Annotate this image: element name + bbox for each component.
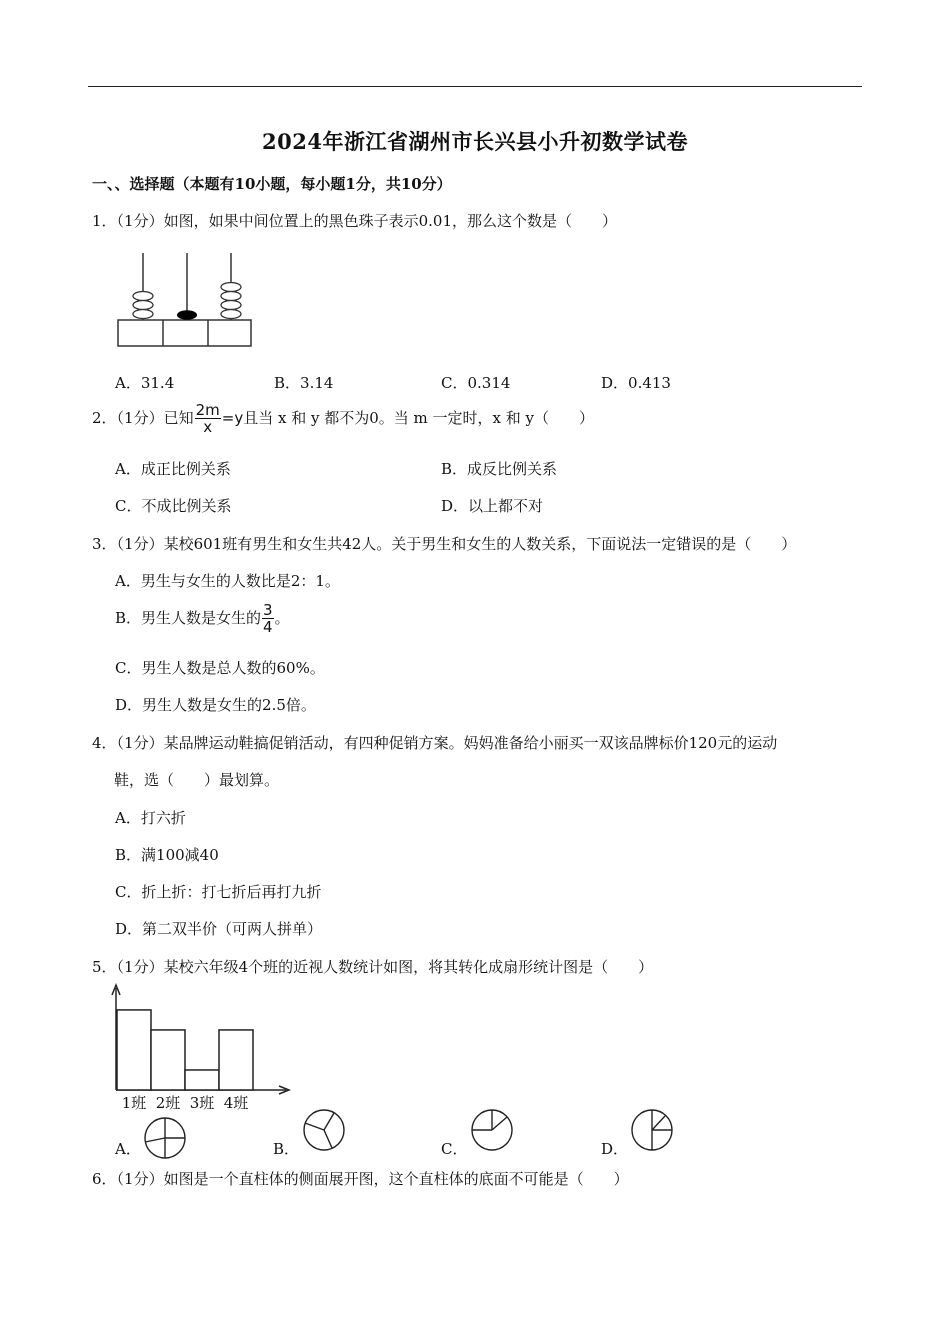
x-tick-label-3: 3班	[189, 1094, 215, 1112]
q5-option-d-label[interactable]: D．	[601, 1140, 629, 1158]
question-4-stem-line1: 4．（1分）某品牌运动鞋搞促销活动，有四种促销方案。妈妈准备给小丽买一双该品牌标价120元的运动	[92, 734, 778, 752]
abacus-figure	[116, 250, 256, 350]
bar-2	[151, 1030, 185, 1090]
q2-option-a[interactable]: A．成正比例关系	[115, 460, 231, 478]
bar-1	[117, 1010, 151, 1090]
q4-option-c[interactable]: C．折上折：打七折后再打九折	[115, 883, 322, 901]
question-2-stem	[92, 403, 594, 435]
q2-suffix: 且当 x 和 y 都不为0。当 m 一定时，x 和 y（ ）	[243, 409, 594, 427]
question-1-stem: 1．（1分）如图，如果中间位置上的黑色珠子表示0.01，那么这个数是（ ）	[92, 212, 617, 230]
q1-option-b[interactable]: B．3.14	[274, 374, 334, 392]
x-tick-label-4: 4班	[223, 1094, 249, 1112]
q3-option-c[interactable]: C．男生人数是总人数的60%。	[115, 659, 325, 677]
q5-option-a-label[interactable]: A．	[115, 1140, 141, 1158]
question-6-stem: 6．（1分）如图是一个直柱体的侧面展开图，这个直柱体的底面不可能是（ ）	[92, 1170, 629, 1188]
x-tick-label-2: 2班	[155, 1094, 181, 1112]
q2-option-c[interactable]: C．不成比例关系	[115, 497, 232, 515]
q3-fraction	[262, 603, 274, 635]
bead-black	[177, 310, 197, 320]
pie-option-b[interactable]	[302, 1108, 346, 1152]
q3-option-b[interactable]	[115, 603, 290, 635]
q1-option-d[interactable]: D．0.413	[601, 374, 671, 392]
pie-option-c[interactable]	[470, 1108, 514, 1152]
page-title: 2024年浙江省湖州市长兴县小升初数学试卷	[262, 129, 688, 154]
q4-option-a[interactable]: A．打六折	[115, 809, 186, 827]
beads-right	[221, 283, 241, 319]
q2-option-b[interactable]: B．成反比例关系	[441, 460, 558, 478]
q3-option-a[interactable]: A．男生与女生的人数比是2：1。	[115, 572, 340, 590]
pie-option-d[interactable]	[630, 1108, 674, 1152]
bar-4	[219, 1030, 253, 1090]
q2-frac-numerator: 2m	[195, 401, 220, 419]
q4-option-b[interactable]: B．满100减40	[115, 846, 219, 864]
section-heading: 一、、选择题（本题有10小题，每小题1分，共10分）	[92, 175, 452, 193]
q4-option-d[interactable]: D．第二双半价（可两人拼单）	[115, 920, 323, 938]
q2-option-d[interactable]: D．以上都不对	[441, 497, 544, 515]
question-4-stem-line2: 鞋，选（ ）最划算。	[114, 771, 280, 789]
pie-option-a[interactable]	[143, 1116, 187, 1160]
q5-option-c-label[interactable]: C．	[441, 1140, 468, 1158]
q2-prefix: 2．（1分）已知	[92, 409, 194, 427]
q2-frac-denominator: x	[203, 418, 213, 436]
question-3-stem: 3．（1分）某校601班有男生和女生共42人。关于男生和女生的人数关系，下面说法一定错误的是（ ）	[92, 535, 797, 553]
q1-option-c[interactable]: C．0.314	[441, 374, 511, 392]
bar-3	[185, 1070, 219, 1090]
q3-option-b-suffix: 。	[274, 609, 290, 627]
q5-option-b-label[interactable]: B．	[273, 1140, 300, 1158]
header-rule	[88, 86, 862, 87]
q3-option-d[interactable]: D．男生人数是女生的2.5倍。	[115, 696, 316, 714]
bar-chart	[100, 982, 300, 1112]
beads-left	[133, 292, 153, 319]
q2-fraction	[195, 403, 221, 435]
q3-option-b-prefix: B．男生人数是女生的	[115, 609, 262, 627]
q3-frac-denominator: 4	[263, 618, 273, 636]
q3-frac-numerator: 3	[263, 601, 273, 619]
q1-option-a[interactable]: A．31.4	[115, 374, 175, 392]
x-tick-label-1: 1班	[121, 1094, 147, 1112]
abacus-frame	[118, 320, 251, 346]
question-5-stem: 5．（1分）某校六年级4个班的近视人数统计如图，将其转化成扇形统计图是（ ）	[92, 958, 654, 976]
q2-equals: =y	[221, 409, 244, 427]
